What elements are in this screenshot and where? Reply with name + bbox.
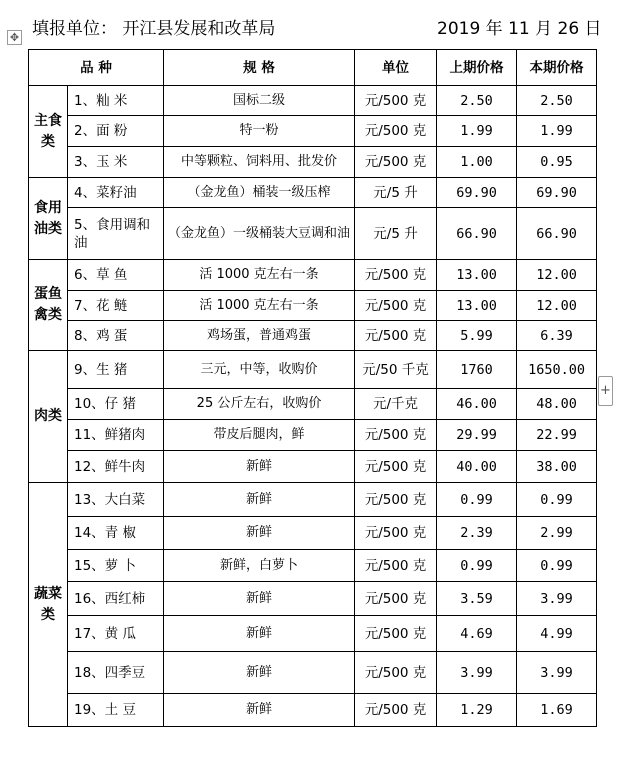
table-row [29, 616, 597, 652]
item-name: 16、西红柿 [68, 582, 164, 616]
table-row [29, 582, 597, 616]
item-unit: 元/5 升 [355, 178, 437, 208]
curr-price: 3.99 [517, 652, 597, 694]
table-row [29, 652, 597, 694]
prev-price: 69.90 [437, 178, 517, 208]
curr-price: 1650.00 [517, 351, 597, 389]
prev-price: 2.50 [437, 86, 517, 116]
table-row [29, 694, 597, 727]
item-name: 6、草 鱼 [68, 260, 164, 291]
add-row-icon[interactable]: + [598, 376, 613, 406]
item-name: 1、籼 米 [68, 86, 164, 116]
item-spec: 25 公斤左右，收购价 [164, 389, 355, 420]
item-unit: 元/50 千克 [355, 351, 437, 389]
item-spec: 新鲜 [164, 652, 355, 694]
table-row [29, 483, 597, 517]
item-name: 3、玉 米 [68, 147, 164, 178]
item-unit: 元/500 克 [355, 550, 437, 582]
table-row [29, 208, 597, 260]
curr-price: 66.90 [517, 208, 597, 260]
category-staple: 主食类 [29, 86, 68, 178]
move-handle-icon[interactable]: ✥ [7, 30, 22, 45]
item-name: 19、土 豆 [68, 694, 164, 727]
item-unit: 元/500 克 [355, 483, 437, 517]
item-spec: 新鲜，白萝卜 [164, 550, 355, 582]
col-header-prev: 上期价格 [437, 50, 517, 86]
prev-price: 3.99 [437, 652, 517, 694]
curr-price: 3.99 [517, 582, 597, 616]
item-unit: 元/500 克 [355, 582, 437, 616]
prev-price: 1.99 [437, 116, 517, 147]
item-spec: 新鲜 [164, 616, 355, 652]
price-table [28, 49, 597, 727]
item-unit: 元/500 克 [355, 420, 437, 451]
curr-price: 0.99 [517, 483, 597, 517]
item-unit: 元/500 克 [355, 86, 437, 116]
item-unit: 元/500 克 [355, 147, 437, 178]
item-spec: 中等颗粒、饲料用、批发价 [164, 147, 355, 178]
table-header [29, 50, 597, 86]
item-spec: 鸡场蛋，普通鸡蛋 [164, 321, 355, 351]
curr-price: 1.69 [517, 694, 597, 727]
item-name: 12、鲜牛肉 [68, 451, 164, 483]
curr-price: 12.00 [517, 260, 597, 291]
curr-price: 38.00 [517, 451, 597, 483]
item-name: 8、鸡 蛋 [68, 321, 164, 351]
table-row [29, 147, 597, 178]
table-row [29, 260, 597, 291]
item-unit: 元/500 克 [355, 694, 437, 727]
col-header-spec: 规 格 [164, 50, 355, 86]
table-row [29, 451, 597, 483]
category-meat: 肉类 [29, 351, 68, 483]
curr-price: 0.99 [517, 550, 597, 582]
item-name: 11、鲜猪肉 [68, 420, 164, 451]
prev-price: 1.00 [437, 147, 517, 178]
item-spec: 带皮后腿肉，鲜 [164, 420, 355, 451]
curr-price: 48.00 [517, 389, 597, 420]
col-header-curr: 本期价格 [517, 50, 597, 86]
item-unit: 元/500 克 [355, 321, 437, 351]
table-row [29, 86, 597, 116]
item-spec: 新鲜 [164, 483, 355, 517]
prev-price: 2.39 [437, 517, 517, 550]
curr-price: 22.99 [517, 420, 597, 451]
item-spec: 新鲜 [164, 517, 355, 550]
prev-price: 4.69 [437, 616, 517, 652]
table-row [29, 517, 597, 550]
prev-price: 1760 [437, 351, 517, 389]
item-spec: （金龙鱼）桶装一级压榨 [164, 178, 355, 208]
prev-price: 5.99 [437, 321, 517, 351]
item-name: 17、黄 瓜 [68, 616, 164, 652]
item-spec: 特一粉 [164, 116, 355, 147]
col-header-item: 品 种 [29, 50, 164, 86]
prev-price: 3.59 [437, 582, 517, 616]
category-egg_fish_poultry: 蛋鱼禽类 [29, 260, 68, 351]
table-row [29, 116, 597, 147]
table-row [29, 178, 597, 208]
item-spec: 新鲜 [164, 451, 355, 483]
item-unit: 元/500 克 [355, 517, 437, 550]
table-row [29, 550, 597, 582]
curr-price: 12.00 [517, 291, 597, 321]
item-spec: 国标二级 [164, 86, 355, 116]
item-name: 4、菜籽油 [68, 178, 164, 208]
col-header-unit: 单位 [355, 50, 437, 86]
prev-price: 29.99 [437, 420, 517, 451]
item-unit: 元/500 克 [355, 291, 437, 321]
curr-price: 1.99 [517, 116, 597, 147]
item-unit: 元/千克 [355, 389, 437, 420]
item-name: 13、大白菜 [68, 483, 164, 517]
prev-price: 46.00 [437, 389, 517, 420]
item-unit: 元/500 克 [355, 616, 437, 652]
item-unit: 元/500 克 [355, 260, 437, 291]
prev-price: 13.00 [437, 291, 517, 321]
item-name: 15、萝 卜 [68, 550, 164, 582]
item-spec: 活 1000 克左右一条 [164, 291, 355, 321]
item-name: 2、面 粉 [68, 116, 164, 147]
item-name: 10、仔 猪 [68, 389, 164, 420]
table-row [29, 420, 597, 451]
curr-price: 4.99 [517, 616, 597, 652]
item-unit: 元/500 克 [355, 116, 437, 147]
prev-price: 66.90 [437, 208, 517, 260]
category-oil: 食用油类 [29, 178, 68, 260]
item-unit: 元/5 升 [355, 208, 437, 260]
table-row [29, 351, 597, 389]
table-row [29, 291, 597, 321]
item-name: 9、生 猪 [68, 351, 164, 389]
curr-price: 6.39 [517, 321, 597, 351]
item-spec: 三元，中等，收购价 [164, 351, 355, 389]
item-unit: 元/500 克 [355, 451, 437, 483]
prev-price: 13.00 [437, 260, 517, 291]
category-vegetables: 蔬菜类 [29, 483, 68, 727]
curr-price: 69.90 [517, 178, 597, 208]
prev-price: 0.99 [437, 483, 517, 517]
item-unit: 元/500 克 [355, 652, 437, 694]
item-spec: 新鲜 [164, 582, 355, 616]
item-spec: （金龙鱼）一级桶装大豆调和油 [164, 208, 355, 260]
item-name: 7、花 鲢 [68, 291, 164, 321]
curr-price: 0.95 [517, 147, 597, 178]
item-spec: 新鲜 [164, 694, 355, 727]
prev-price: 0.99 [437, 550, 517, 582]
table-row [29, 321, 597, 351]
item-name: 5、食用调和油 [68, 208, 164, 260]
curr-price: 2.50 [517, 86, 597, 116]
curr-price: 2.99 [517, 517, 597, 550]
item-name: 14、青 椒 [68, 517, 164, 550]
prev-price: 40.00 [437, 451, 517, 483]
item-spec: 活 1000 克左右一条 [164, 260, 355, 291]
report-date: 2019 年 11 月 26 日 [437, 19, 602, 39]
prev-price: 1.29 [437, 694, 517, 727]
item-name: 18、四季豆 [68, 652, 164, 694]
report-org: 填报单位： 开江县发展和改革局 [32, 19, 276, 39]
table-row [29, 389, 597, 420]
